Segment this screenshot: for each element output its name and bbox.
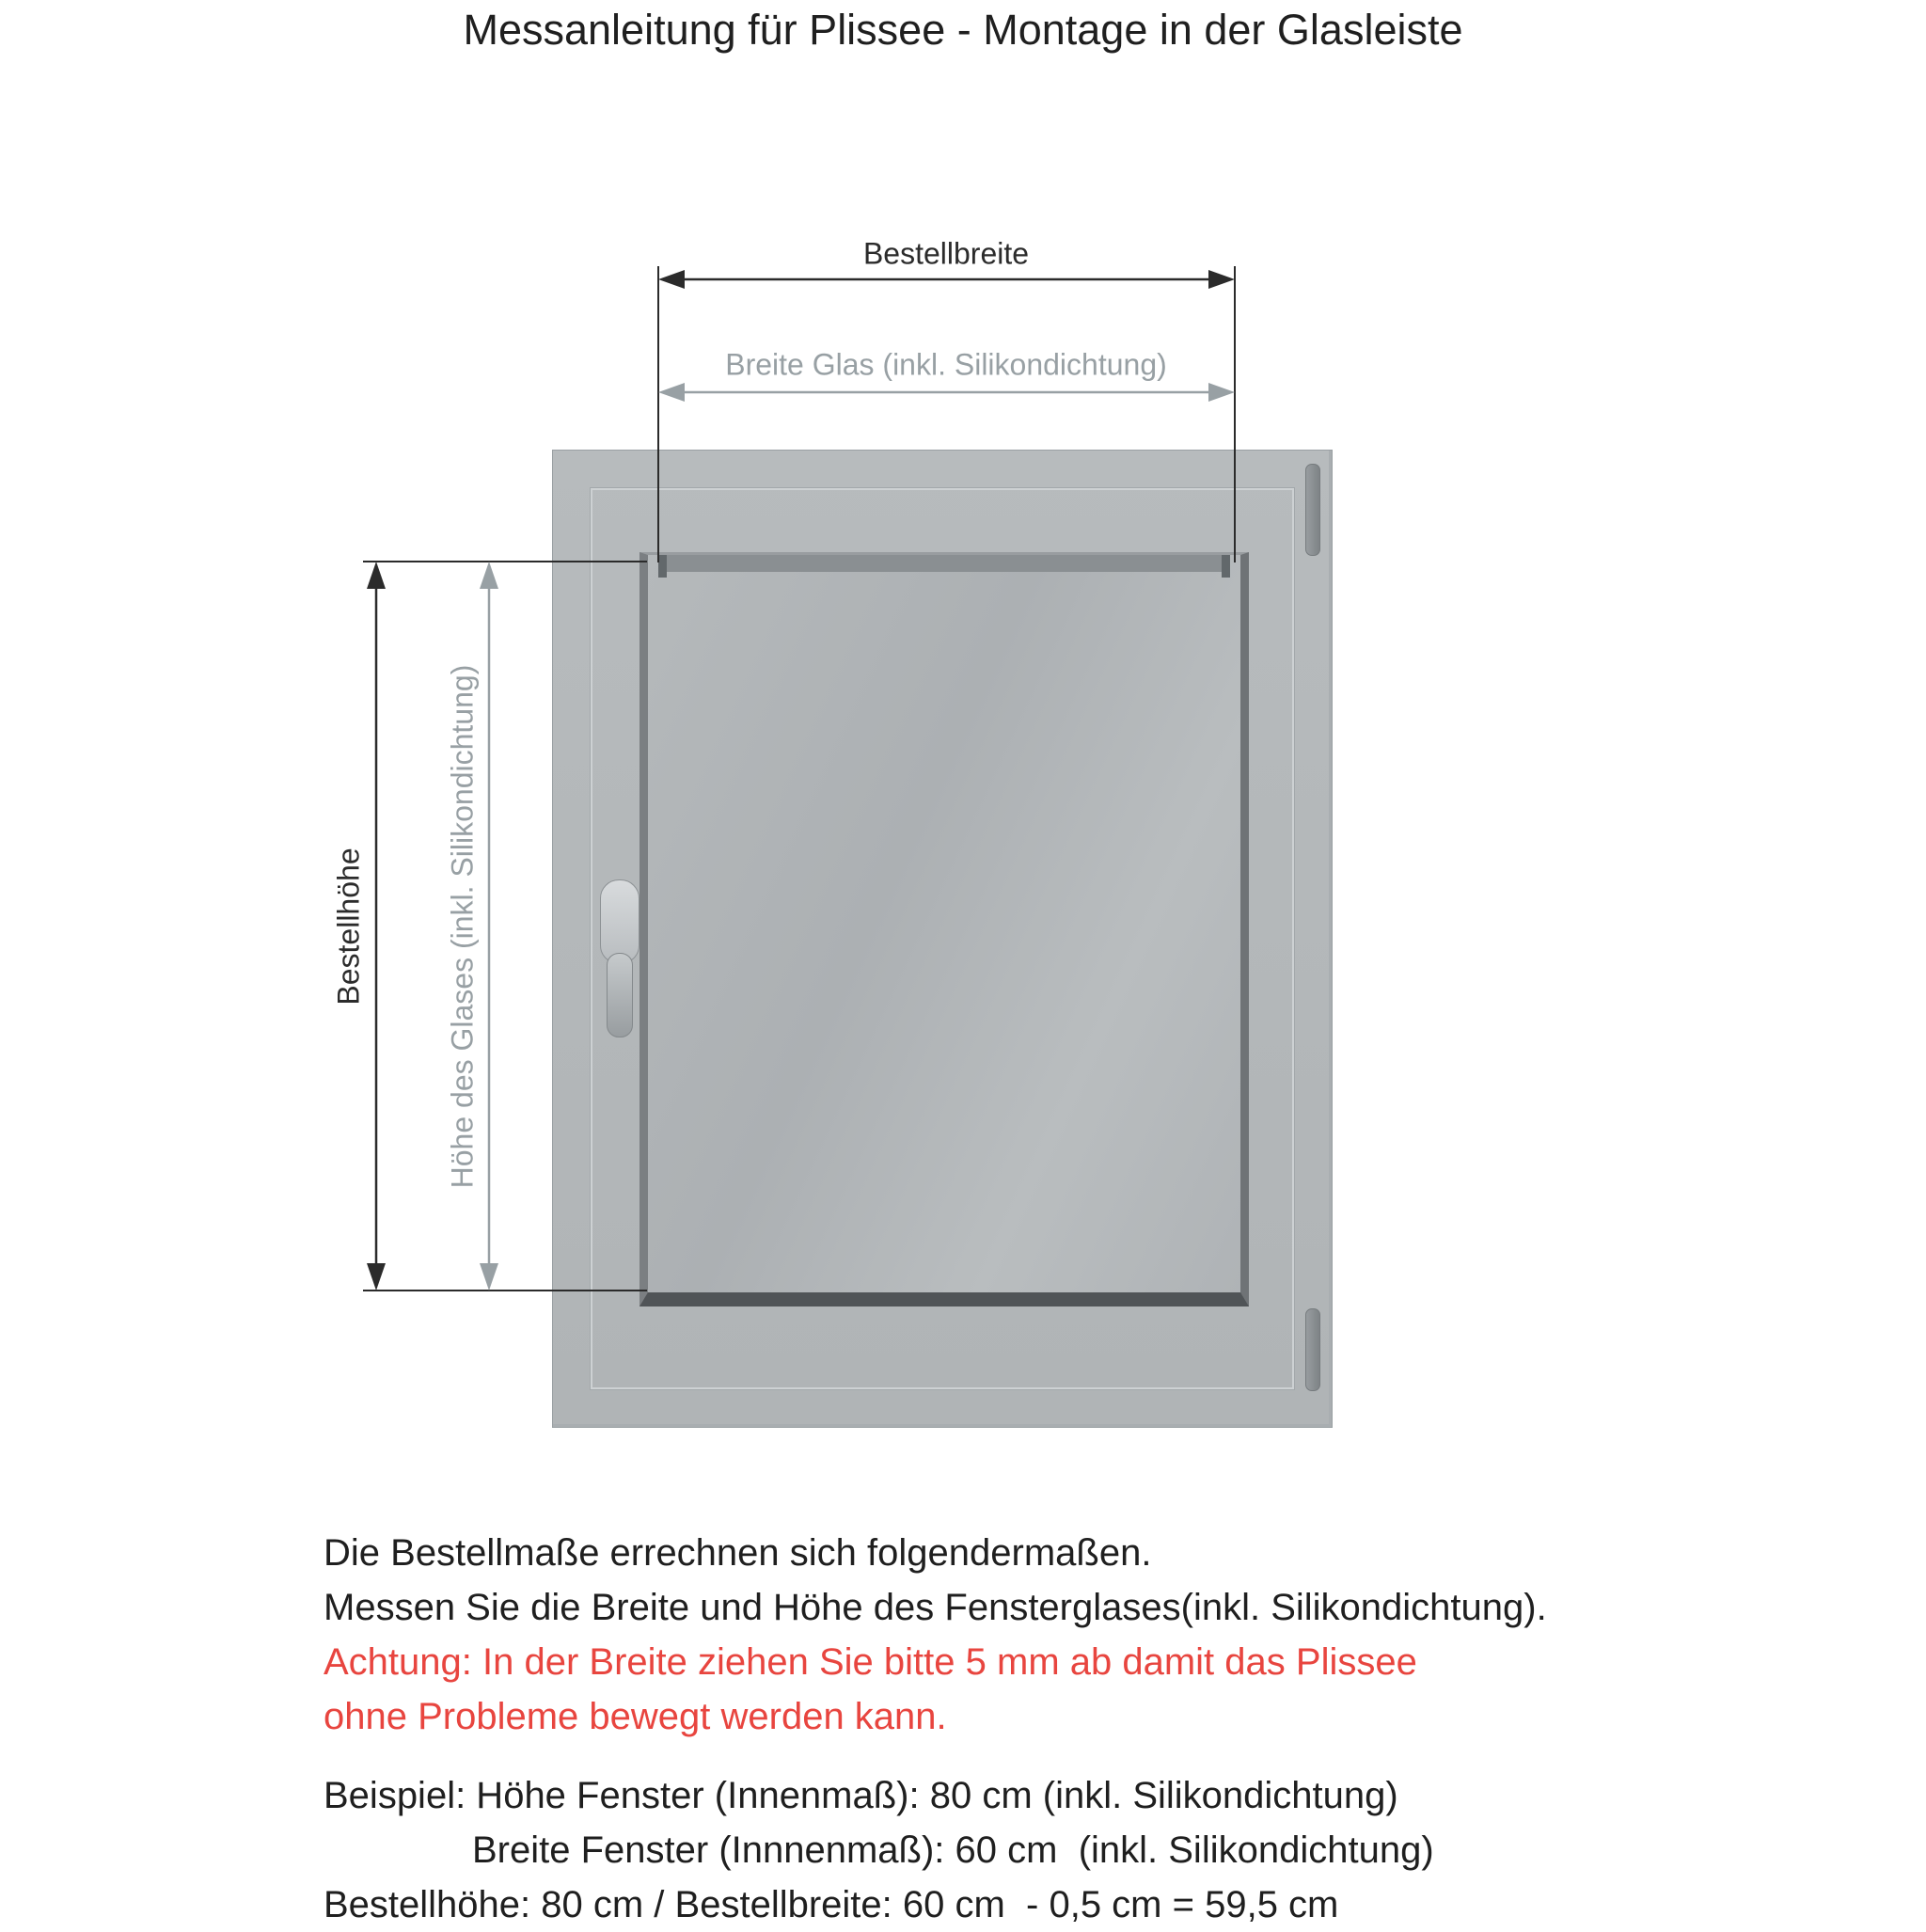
order-height-arrow	[367, 562, 386, 1291]
instruction-line-1: Die Bestellmaße errechnen sich folgendermaßen.	[324, 1532, 1152, 1574]
glass-height-label: Höhe des Glases (inkl. Silikondichtung)	[445, 664, 480, 1189]
rail-bracket-left	[658, 555, 667, 578]
page-title: Messanleitung für Plissee - Montage in der Glasleiste	[463, 6, 1463, 54]
window-handle-lever	[607, 953, 633, 1037]
rail-bracket-right	[1222, 555, 1230, 578]
hinge-top-icon	[1305, 464, 1320, 556]
hinge-bottom-icon	[1305, 1308, 1320, 1391]
instructions-block	[324, 1526, 1547, 1932]
example-line-2: Breite Fenster (Innnenmaß): 60 cm (inkl. Silikondichtung)	[472, 1829, 1434, 1871]
order-width-label: Bestellbreite	[862, 236, 1030, 271]
order-height-label: Bestellhöhe	[331, 847, 366, 1006]
window-glass	[639, 552, 1249, 1306]
warning-line-1: Achtung: In der Breite ziehen Sie bitte 5 mm ab damit das Plissee	[324, 1641, 1417, 1683]
glass-width-arrow	[658, 383, 1235, 402]
glass-height-arrow	[480, 562, 498, 1291]
order-width-arrow	[658, 270, 1235, 289]
example-line-3: Bestellhöhe: 80 cm / Bestellbreite: 60 cm - 0,5 cm = 59,5 cm	[324, 1884, 1339, 1925]
instruction-line-2: Messen Sie die Breite und Höhe des Fensterglases(inkl. Silikondichtung).	[324, 1587, 1547, 1628]
warning-line-2: ohne Probleme bewegt werden kann.	[324, 1696, 947, 1737]
window-illustration	[552, 450, 1333, 1428]
window-handle-plate	[600, 879, 639, 964]
plissee-rail	[658, 555, 1230, 572]
example-line-1: Beispiel: Höhe Fenster (Innenmaß): 80 cm (inkl. Silikondichtung)	[324, 1775, 1398, 1816]
glass-width-label: Breite Glas (inkl. Silikondichtung)	[725, 347, 1167, 382]
